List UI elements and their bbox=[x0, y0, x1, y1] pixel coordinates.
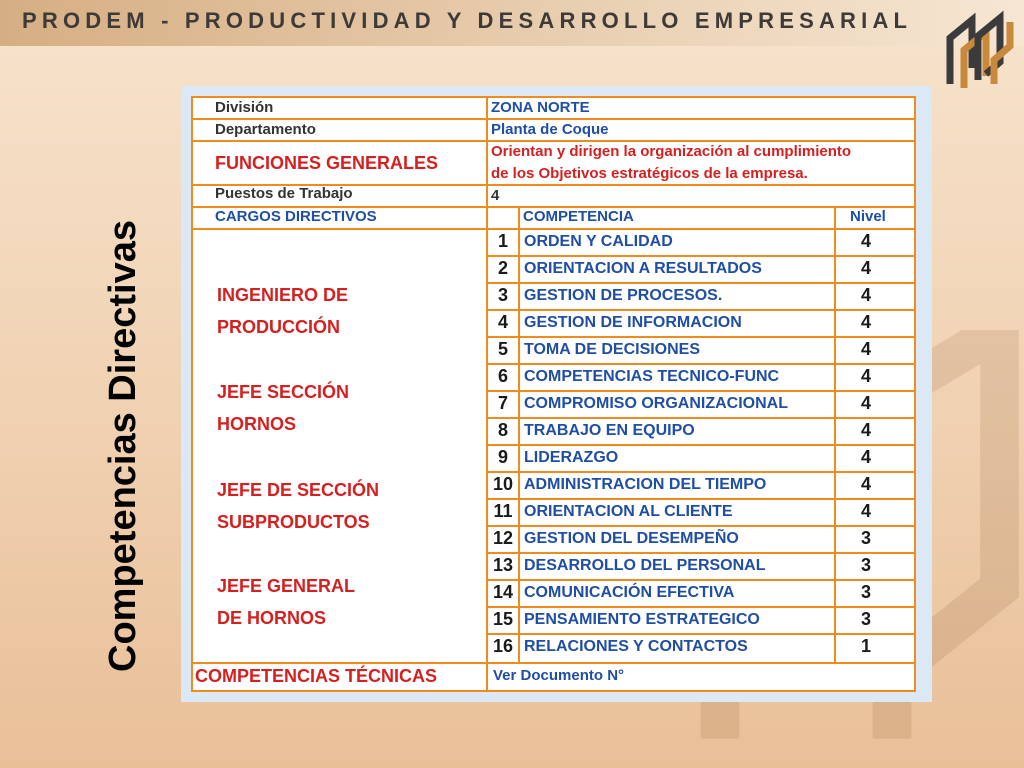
competency-level: 4 bbox=[860, 231, 871, 251]
competency-row-divider bbox=[486, 255, 914, 257]
competency-number: 14 bbox=[492, 582, 514, 602]
competency-level: 4 bbox=[860, 420, 871, 440]
competency-level: 4 bbox=[860, 393, 871, 413]
competency-number: 5 bbox=[497, 339, 508, 359]
competency-name: ORIENTACION A RESULTADOS bbox=[524, 260, 762, 277]
competency-row-divider bbox=[486, 282, 914, 284]
competency-level: 4 bbox=[860, 258, 871, 278]
header-bar bbox=[0, 0, 1024, 46]
competency-row-divider bbox=[486, 444, 914, 446]
competency-row-divider bbox=[486, 471, 914, 473]
role-4-line-1: JEFE GENERAL bbox=[217, 576, 356, 596]
side-title: Competencias Directivas bbox=[102, 220, 144, 672]
competency-name: ADMINISTRACION DEL TIEMPO bbox=[524, 476, 767, 493]
competency-level: 1 bbox=[860, 636, 871, 656]
row-divider bbox=[193, 662, 914, 664]
row-divider bbox=[193, 118, 914, 120]
competency-row-divider bbox=[486, 606, 914, 608]
competency-name: RELACIONES Y CONTACTOS bbox=[524, 638, 748, 655]
competency-number: 12 bbox=[492, 528, 514, 548]
competency-number: 13 bbox=[492, 555, 514, 575]
tecnicas-label: COMPETENCIAS TÉCNICAS bbox=[195, 666, 438, 686]
row-divider bbox=[193, 228, 914, 230]
competency-number: 11 bbox=[493, 501, 513, 521]
competency-name: GESTION DEL DESEMPEÑO bbox=[524, 530, 739, 547]
competency-level: 3 bbox=[860, 555, 871, 575]
competency-row-divider bbox=[486, 525, 914, 527]
competency-number: 8 bbox=[497, 420, 508, 440]
ver-documento: Ver Documento N° bbox=[493, 667, 625, 684]
competency-level: 4 bbox=[860, 474, 871, 494]
competency-row-divider bbox=[486, 363, 914, 365]
competency-level: 3 bbox=[860, 582, 871, 602]
competency-level: 4 bbox=[860, 366, 871, 386]
competency-number: 4 bbox=[497, 312, 508, 332]
competency-name: LIDERAZGO bbox=[524, 449, 619, 466]
competency-row-divider bbox=[486, 498, 914, 500]
competencia-header: COMPETENCIA bbox=[523, 208, 634, 225]
competency-number: 1 bbox=[497, 231, 508, 251]
funciones-line-2: de los Objetivos estratégicos de la empresa. bbox=[491, 165, 808, 182]
competency-name: TOMA DE DECISIONES bbox=[524, 341, 701, 358]
competency-number: 15 bbox=[492, 609, 514, 629]
role-4-line-2: DE HORNOS bbox=[217, 608, 327, 628]
competency-number: 2 bbox=[497, 258, 508, 278]
competency-row-divider bbox=[486, 336, 914, 338]
competency-number: 16 bbox=[492, 636, 514, 656]
role-3-line-1: JEFE DE SECCIÓN bbox=[217, 480, 380, 500]
puestos-label: Puestos de Trabajo bbox=[215, 185, 353, 202]
row-divider bbox=[193, 140, 914, 142]
puestos-value: 4 bbox=[491, 187, 500, 204]
competency-level: 4 bbox=[860, 339, 871, 359]
competency-name: TRABAJO EN EQUIPO bbox=[524, 422, 695, 439]
competency-name: ORDEN Y CALIDAD bbox=[524, 233, 673, 250]
competency-row-divider bbox=[486, 390, 914, 392]
competency-name: COMPETENCIAS TECNICO-FUNC bbox=[524, 368, 780, 385]
cargos-label: CARGOS DIRECTIVOS bbox=[215, 208, 377, 225]
competencias-table bbox=[191, 96, 916, 692]
competency-row-divider bbox=[486, 417, 914, 419]
competency-name: ORIENTACION AL CLIENTE bbox=[524, 503, 733, 520]
competency-number: 6 bbox=[497, 366, 508, 386]
competency-level: 4 bbox=[860, 285, 871, 305]
role-4 bbox=[217, 570, 355, 634]
role-3-line-2: SUBPRODUCTOS bbox=[217, 512, 370, 532]
prodem-logo-icon bbox=[942, 10, 1016, 90]
competency-name: DESARROLLO DEL PERSONAL bbox=[524, 557, 766, 574]
competency-name: COMUNICACIÓN EFECTIVA bbox=[524, 584, 735, 601]
competency-level: 3 bbox=[860, 609, 871, 629]
competency-level: 3 bbox=[860, 528, 871, 548]
competency-row-divider bbox=[486, 579, 914, 581]
role-3 bbox=[217, 474, 379, 538]
departamento-label: Departamento bbox=[215, 121, 316, 138]
competency-number: 7 bbox=[497, 393, 508, 413]
header-title: PRODEM - PRODUCTIVIDAD Y DESARROLLO EMPRESARIAL bbox=[22, 8, 913, 33]
nivel-header: Nivel bbox=[850, 208, 886, 225]
role-1-line-1: INGENIERO DE bbox=[217, 285, 349, 305]
col-divider bbox=[518, 206, 520, 662]
col-divider bbox=[486, 662, 488, 690]
competency-name: GESTION DE PROCESOS. bbox=[524, 287, 723, 304]
competency-level: 4 bbox=[860, 501, 871, 521]
competency-name: PENSAMIENTO ESTRATEGICO bbox=[524, 611, 760, 628]
competency-number: 9 bbox=[497, 447, 508, 467]
funciones-line-1: Orientan y dirigen la organización al cumplimiento bbox=[491, 143, 852, 160]
role-2 bbox=[217, 376, 349, 440]
competency-level: 4 bbox=[860, 447, 871, 467]
division-value: ZONA NORTE bbox=[491, 99, 590, 116]
departamento-value: Planta de Coque bbox=[491, 121, 609, 138]
role-1-line-2: PRODUCCIÓN bbox=[217, 317, 341, 337]
competency-row-divider bbox=[486, 309, 914, 311]
division-label: División bbox=[215, 99, 274, 116]
role-2-line-1: JEFE SECCIÓN bbox=[217, 382, 350, 402]
competency-name: COMPROMISO ORGANIZACIONAL bbox=[524, 395, 788, 412]
role-2-line-2: HORNOS bbox=[217, 414, 297, 434]
competency-level: 4 bbox=[860, 312, 871, 332]
competency-name: GESTION DE INFORMACION bbox=[524, 314, 742, 331]
funciones-label: FUNCIONES GENERALES bbox=[215, 153, 439, 173]
competency-row-divider bbox=[486, 552, 914, 554]
competency-number: 10 bbox=[492, 474, 514, 494]
role-1 bbox=[217, 279, 348, 343]
competency-row-divider bbox=[486, 633, 914, 635]
competency-number: 3 bbox=[497, 285, 508, 305]
